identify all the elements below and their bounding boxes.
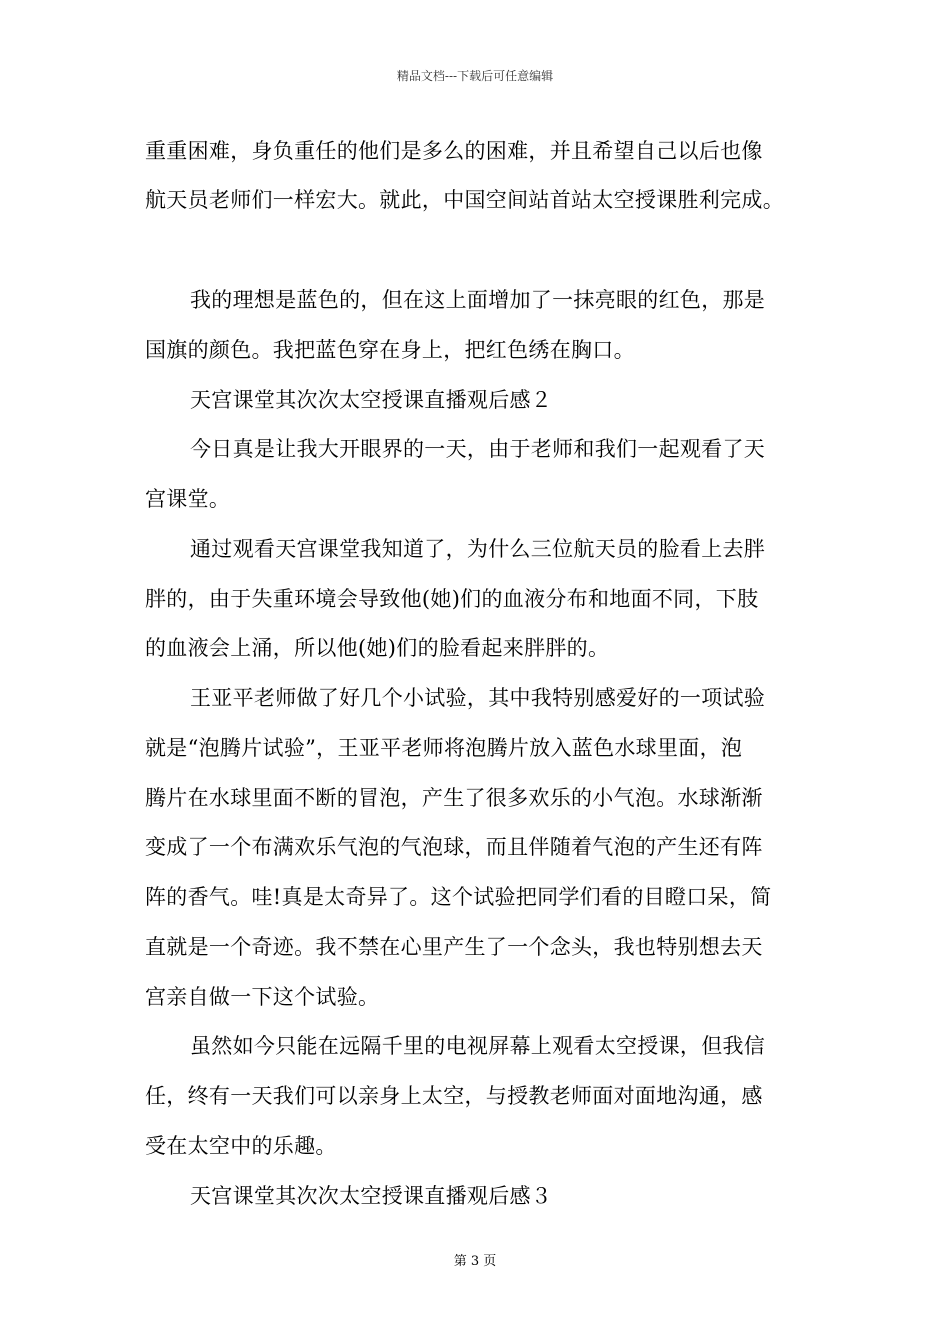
section-heading: 天宫课堂其次次太空授课直播观后感２ bbox=[190, 388, 553, 412]
text-line: 变成了一个布满欢乐气泡的气泡球，而且伴随着气泡的产生还有阵 bbox=[145, 835, 763, 859]
text-line: 的血液会上涌，所以他(她)们的脸看起来胖胖的。 bbox=[145, 636, 610, 660]
paragraph-start-line: 我的理想是蓝色的，但在这上面增加了一抹亮眼的红色，那是 bbox=[190, 288, 766, 312]
text-line: 国旗的颜色。我把蓝色穿在身上，把红色绣在胸口。 bbox=[145, 338, 635, 362]
text-line: 就是“泡腾片试验”，王亚平老师将泡腾片放入蓝色水球里面，泡 bbox=[145, 736, 743, 760]
section-heading: 天宫课堂其次次太空授课直播观后感３ bbox=[190, 1184, 553, 1208]
text-line: 阵的香气。哇!真是太奇异了。这个试验把同学们看的目瞪口呆，简 bbox=[145, 885, 772, 909]
text-line: 宫亲自做一下这个试验。 bbox=[145, 985, 380, 1009]
paragraph-start-line: 王亚平老师做了好几个小试验，其中我特别感爱好的一项试验 bbox=[190, 686, 766, 710]
page-number: 第 3 页 bbox=[453, 1254, 497, 1269]
text-line: 直就是一个奇迹。我不禁在心里产生了一个念头，我也特别想去天 bbox=[145, 935, 763, 959]
text-line: 重重困难，身负重任的他们是多么的困难，并且希望自己以后也像 bbox=[145, 139, 763, 163]
paragraph-start-line: 今日真是让我大开眼界的一天，由于老师和我们一起观看了天 bbox=[190, 437, 766, 461]
page-header: 精品文档---下载后可任意编辑 bbox=[396, 69, 554, 83]
text-line: 胖的，由于失重环境会导致他(她)们的血液分布和地面不同，下肢 bbox=[145, 587, 759, 611]
text-line: 宫课堂。 bbox=[145, 487, 231, 511]
text-line: 受在太空中的乐趣。 bbox=[145, 1134, 337, 1158]
paragraph-start-line: 虽然如今只能在远隔千里的电视屏幕上观看太空授课，但我信 bbox=[190, 1034, 766, 1058]
text-line: 腾片在水球里面不断的冒泡，产生了很多欢乐的小气泡。水球渐渐 bbox=[145, 786, 763, 810]
paragraph-start-line: 通过观看天宫课堂我知道了，为什么三位航天员的脸看上去胖 bbox=[190, 537, 766, 561]
text-line: 航天员老师们一样宏大。就此，中国空间站首站太空授课胜利完成。 bbox=[145, 188, 784, 212]
text-line: 任，终有一天我们可以亲身上太空，与授教老师面对面地沟通，感 bbox=[145, 1084, 763, 1108]
